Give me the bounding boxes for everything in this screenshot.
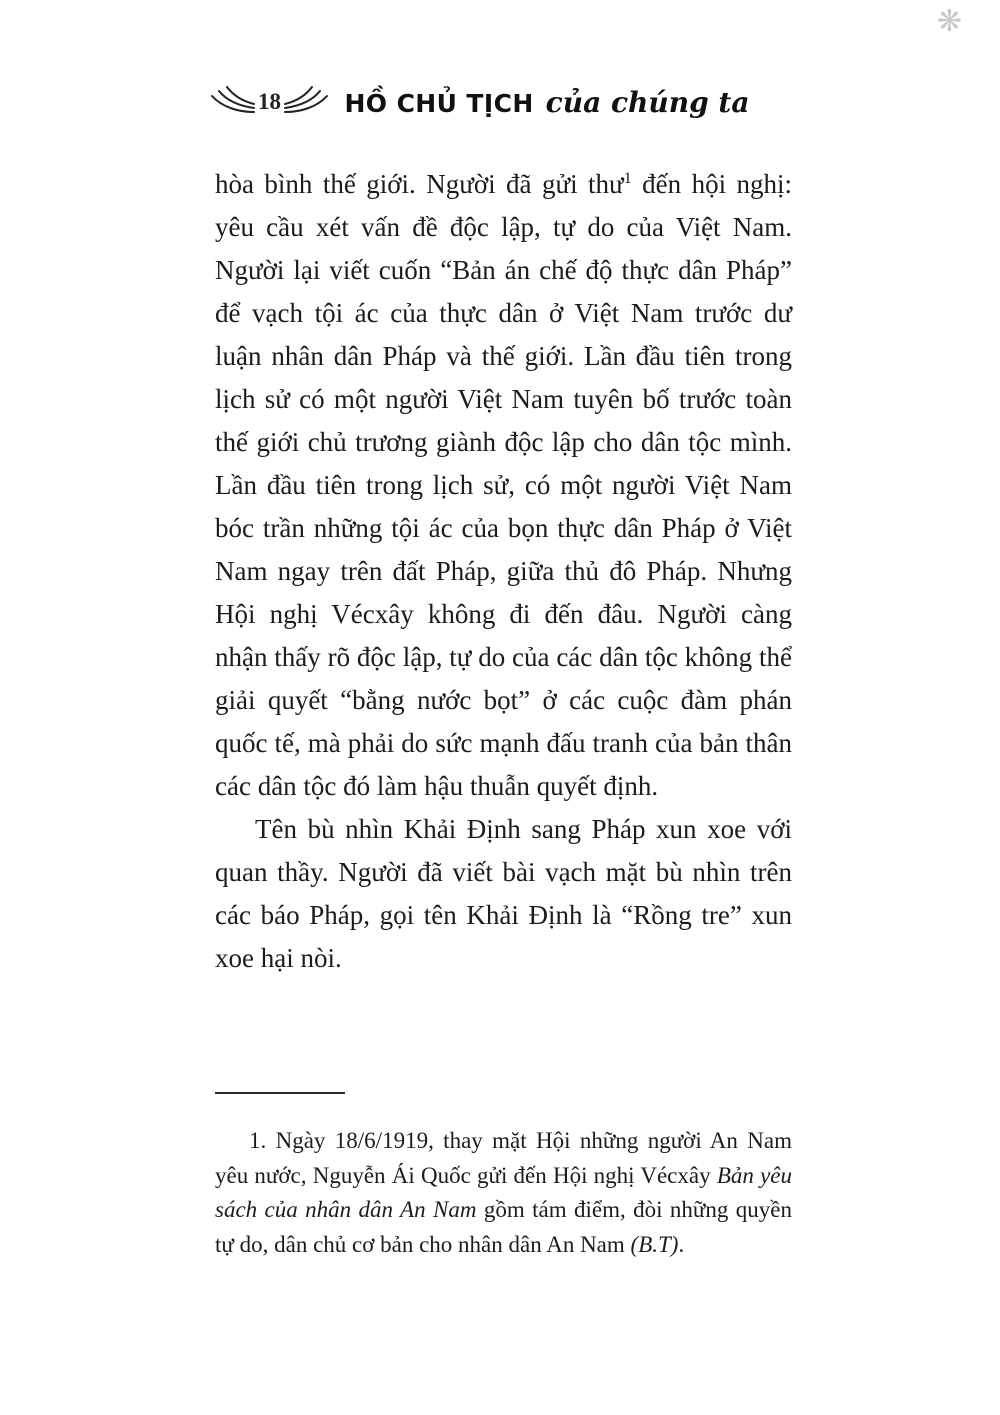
footnote-editor-note: (B.T) bbox=[630, 1231, 679, 1257]
footnote-area bbox=[215, 1092, 792, 1262]
book-title-script: của chúng ta bbox=[545, 85, 750, 119]
page-header bbox=[210, 84, 795, 120]
body-text-block bbox=[215, 163, 792, 980]
footnote-period: . bbox=[678, 1231, 685, 1257]
corner-flower-icon: ❋ bbox=[936, 4, 962, 39]
paragraph-2: Tên bù nhìn Khải Định sang Pháp xun xoe với quan thầy. Người đã viết bài vạch mặt bù nhìn trên các báo Pháp, gọi tên Khải Định là “Rồng tre” xun xoe hại nòi. bbox=[215, 814, 792, 973]
paragraph-1 bbox=[215, 163, 792, 808]
footnote-1 bbox=[215, 1124, 792, 1262]
footnote-text: 1. Ngày 18/6/1919, thay mặt Hội những người An Nam yêu nước, Nguyễn Ái Quốc gửi đến Hội nghị Vécxây bbox=[215, 1128, 792, 1188]
book-title-main: HỒ CHỦ TỊCH bbox=[344, 88, 534, 118]
open-book-left-wing-icon bbox=[210, 84, 256, 120]
footnote-text-continued: gồm tám điểm, đòi những quyền tự do, dân chủ cơ bản cho nhân dân An Nam bbox=[215, 1197, 792, 1257]
paragraph-1-text-continued: đến hội nghị: yêu cầu xét vấn đề độc lập, tự do của Việt Nam. Người lại viết cuốn “Bản án chế độ thực dân Pháp” để vạch tội ác của thực dân ở Việt Nam trước dư luận nhân dân Pháp và thế giới. Lần đầu tiên trong lịch sử có một người Việt Nam tuyên bố trước toàn thế giới chủ trương giành độc lập cho dân tộc mình. Lần đầu tiên trong lịch sử, có một người Việt Nam bóc trần những tội ác của bọn thực dân Pháp ở Việt Nam ngay trên đất Pháp, giữa thủ đô Pháp. Nhưng Hội nghị Vécxây không đi đến đâu. Người càng nhận thấy rõ độc lập, tự do của các dân tộc không thể giải quyết “bằng nước bọt” ở các cuộc đàm phán quốc tế, mà phải do sức mạnh đấu tranh của bản thân các dân tộc đó làm hậu thuẫn quyết định. bbox=[215, 169, 792, 801]
paragraph-1-text: hòa bình thế giới. Người đã gửi thư bbox=[215, 169, 624, 199]
open-book-right-wing-icon bbox=[283, 84, 329, 120]
page-number: 18 bbox=[258, 89, 281, 114]
running-title bbox=[329, 86, 795, 119]
footnote-italic-title: Bản yêu sách của nhân dân An Nam bbox=[215, 1162, 792, 1222]
footnote-reference-1: 1 bbox=[623, 169, 632, 187]
footnote-separator-rule bbox=[215, 1092, 345, 1094]
folio-ornament bbox=[210, 84, 329, 120]
